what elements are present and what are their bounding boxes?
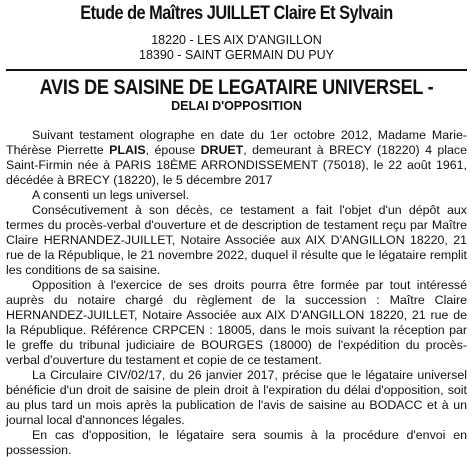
paragraph-testament <box>6 128 467 188</box>
paragraph-legacy: A consenti un legs universel. <box>32 188 190 202</box>
office-address <box>6 33 467 63</box>
paragraph-text: Suivant testament olographe en date du 1er octobre 2012, Madame Marie-Thérèse Pierrette <box>6 128 467 157</box>
legal-notice <box>6 0 467 458</box>
deceased-surname: PLAIS <box>109 143 146 157</box>
office-title: Etude de Maîtres JUILLET Claire Et Sylvain <box>80 3 393 24</box>
deceased-married-name: DRUET <box>200 143 244 157</box>
notice-body <box>6 128 467 458</box>
paragraph-deposit: Consécutivement à son décès, ce testament a fait l'objet d'un dépôt aux termes du procès-verbal d'ouverture et de description de testament reçu par Maître Claire HERNANDEZ-JUILLET, Notaire Associée aux AIX D'ANGILLON 18220, 21 rue de la République, le 21 novembre 2022, duquel il résulte que le légataire remplit les conditions de sa saisine. <box>6 203 467 277</box>
paragraph-circular: La Circulaire CIV/02/17, du 26 janvier 2017, précise que le légataire universel bénéficie d'un droit de saisine de plein droit à l'expiration du délai d'opposition, soit au plus tard un mois après la publication de l'avis de saisine au BODACC et à un journal local d'annonces légales. <box>6 368 467 427</box>
divider <box>6 69 467 71</box>
paragraph-text: , demeurant à BRECY (18220) 4 place Saint-Firmin née à PARIS 18ÈME ARRONDISSEMENT (75018), le 22 août 1961, décédée à BRECY (18220), le 5 décembre 2017 <box>6 143 468 187</box>
paragraph-opposition: Opposition à l'exercice de ses droits pourra être formée par tout intéressé auprès du notaire chargé du règlement de la succession : Maître Claire HERNANDEZ-JUILLET, Notaire Associée aux AIX D'ANGILLON 18220, 21 rue de la République. Référence CRPCEN : 18005, dans le mois suivant la réception par le greffe du tribunal judiciaire de BOURGES (18000) de l'expédition du procès-verbal d'ouverture du testament et copie de ce testament. <box>6 278 467 367</box>
notice-subtitle: DELAI D'OPPOSITION <box>171 99 302 113</box>
paragraph-text: , épouse <box>145 143 201 157</box>
address-line-2: 18390 - SAINT GERMAIN DU PUY <box>139 48 334 62</box>
paragraph-possession: En cas d'opposition, le légataire sera soumis à la procédure d'envoi en possession. <box>6 428 467 457</box>
notice-title: AVIS DE SAISINE DE LEGATAIRE UNIVERSEL - <box>39 76 434 99</box>
address-line-1: 18220 - LES AIX D'ANGILLON <box>151 33 322 47</box>
